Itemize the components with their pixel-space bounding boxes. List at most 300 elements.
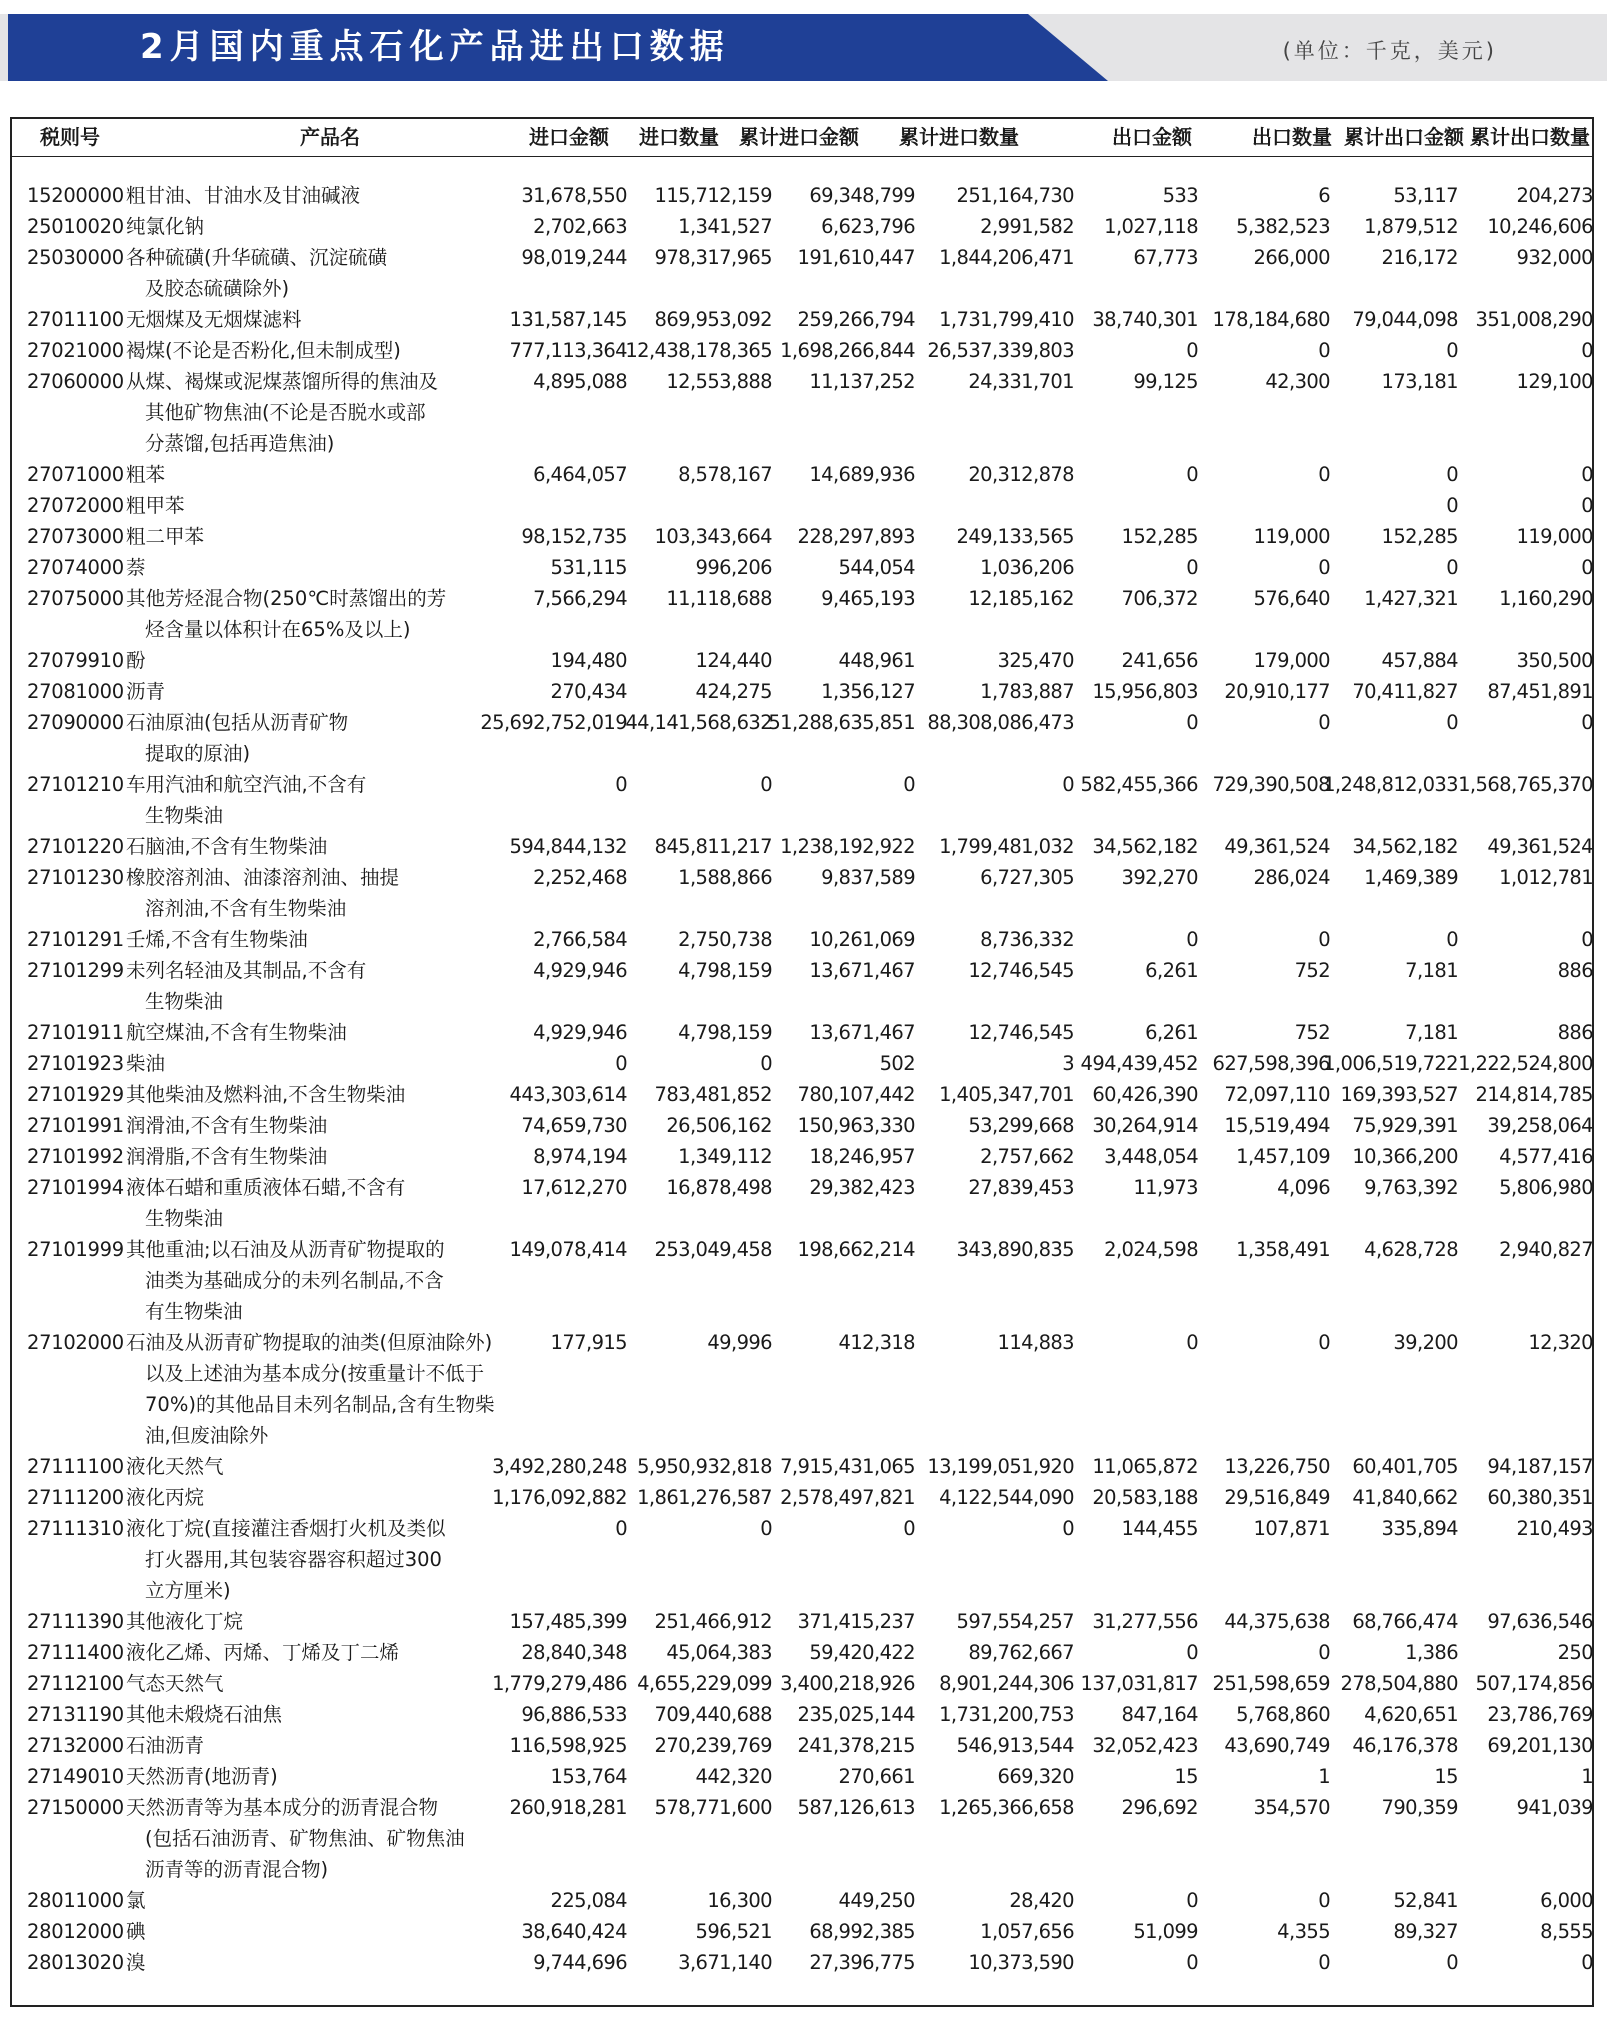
export-qty: 627,598,396 — [1212, 1052, 1330, 1075]
export-value: 0 — [1186, 1331, 1198, 1354]
product-name — [126, 180, 506, 211]
product-name-line: 壬烯,不含有生物柴油 — [126, 928, 308, 951]
table-row — [10, 1513, 1594, 1606]
tariff-code: 27101230 — [27, 866, 124, 889]
product-name — [126, 1327, 506, 1451]
header-divider — [10, 156, 1594, 157]
import-qty: 596,521 — [695, 1920, 772, 1943]
cum-import-value: 13,671,467 — [809, 959, 915, 982]
tariff-code: 27011100 — [27, 308, 124, 331]
table-body — [10, 180, 1594, 1978]
tariff-code: 27111310 — [27, 1517, 124, 1540]
cum-import-value: 2,578,497,821 — [780, 1486, 915, 1509]
product-name-line: 润滑油,不含有生物柴油 — [126, 1114, 328, 1137]
tariff-code: 28011000 — [27, 1889, 124, 1912]
table-row — [10, 676, 1594, 707]
cum-export-qty: 0 — [1581, 463, 1593, 486]
export-value: 11,065,872 — [1092, 1455, 1198, 1478]
product-name — [126, 1172, 506, 1234]
cum-import-value: 228,297,893 — [797, 525, 915, 548]
product-name-line: 生物柴油 — [145, 804, 224, 827]
import-qty: 0 — [760, 1052, 772, 1075]
export-qty: 107,871 — [1253, 1517, 1330, 1540]
cum-export-value: 75,929,391 — [1352, 1114, 1458, 1137]
cum-export-value: 0 — [1446, 463, 1458, 486]
tariff-code: 25010020 — [27, 215, 124, 238]
cum-import-value: 191,610,447 — [797, 246, 915, 269]
import-value: 31,678,550 — [521, 184, 627, 207]
cum-import-qty: 13,199,051,920 — [927, 1455, 1074, 1478]
cum-import-qty: 114,883 — [997, 1331, 1074, 1354]
import-value: 443,303,614 — [509, 1083, 627, 1106]
export-value: 296,692 — [1121, 1796, 1198, 1819]
table-row — [10, 1916, 1594, 1947]
import-qty: 709,440,688 — [654, 1703, 772, 1726]
export-value: 32,052,423 — [1092, 1734, 1198, 1757]
import-qty: 26,506,162 — [666, 1114, 772, 1137]
export-qty: 0 — [1318, 463, 1330, 486]
import-qty: 869,953,092 — [654, 308, 772, 331]
import-qty: 103,343,664 — [654, 525, 772, 548]
cum-export-qty: 0 — [1581, 556, 1593, 579]
cum-import-value: 9,465,193 — [821, 587, 915, 610]
export-qty: 5,382,523 — [1236, 215, 1330, 238]
cum-import-value: 241,378,215 — [797, 1734, 915, 1757]
import-qty: 12,438,178,365 — [625, 339, 772, 362]
cum-import-value: 235,025,144 — [797, 1703, 915, 1726]
cum-export-value: 1,248,812,033 — [1323, 773, 1458, 796]
table-row — [10, 1792, 1594, 1885]
cum-export-qty: 210,493 — [1516, 1517, 1593, 1540]
import-qty: 1,341,527 — [678, 215, 772, 238]
tariff-code: 27101994 — [27, 1176, 124, 1199]
product-name-line: 生物柴油 — [145, 1207, 224, 1230]
import-qty: 253,049,458 — [654, 1238, 772, 1261]
col-header-cum-import-value: 累计进口金额 — [739, 125, 859, 149]
export-qty: 5,768,860 — [1236, 1703, 1330, 1726]
export-qty: 178,184,680 — [1212, 308, 1330, 331]
product-name — [126, 1947, 506, 1978]
product-name-line: 从煤、褐煤或泥煤蒸馏所得的焦油及 — [126, 370, 439, 393]
cum-export-value: 9,763,392 — [1364, 1176, 1458, 1199]
product-name-line: 石油沥青 — [126, 1734, 205, 1757]
tariff-code: 27072000 — [27, 494, 124, 517]
cum-export-value: 0 — [1446, 1951, 1458, 1974]
import-qty: 845,811,217 — [654, 835, 772, 858]
product-name — [126, 645, 506, 676]
cum-export-qty: 350,500 — [1516, 649, 1593, 672]
import-qty: 251,466,912 — [654, 1610, 772, 1633]
import-value: 7,566,294 — [533, 587, 627, 610]
cum-import-value: 0 — [903, 1517, 915, 1540]
export-value: 38,740,301 — [1092, 308, 1198, 331]
table-row — [10, 1017, 1594, 1048]
product-name-line: 及胶态硫磺除外) — [145, 277, 290, 300]
export-value: 582,455,366 — [1080, 773, 1198, 796]
product-name-line: 立方厘米) — [145, 1579, 231, 1602]
cum-import-value: 198,662,214 — [797, 1238, 915, 1261]
export-value: 6,261 — [1145, 1021, 1198, 1044]
export-value: 1,027,118 — [1104, 215, 1198, 238]
product-name-line: 各种硫磺(升华硫磺、沉淀硫磺 — [126, 246, 388, 269]
import-qty: 44,141,568,632 — [625, 711, 772, 734]
product-name — [126, 1482, 506, 1513]
cum-export-value: 4,628,728 — [1364, 1238, 1458, 1261]
table-row — [10, 707, 1594, 769]
cum-export-value: 46,176,378 — [1352, 1734, 1458, 1757]
table-row — [10, 862, 1594, 924]
product-name-line: 粗苯 — [126, 463, 166, 486]
import-value: 96,886,533 — [521, 1703, 627, 1726]
cum-import-qty: 8,901,244,306 — [939, 1672, 1074, 1695]
cum-import-qty: 10,373,590 — [968, 1951, 1074, 1974]
product-name — [126, 707, 506, 769]
export-qty: 179,000 — [1253, 649, 1330, 672]
product-name — [126, 1792, 506, 1885]
cum-export-qty: 23,786,769 — [1487, 1703, 1593, 1726]
table-row — [10, 1699, 1594, 1730]
cum-export-value: 70,411,827 — [1352, 680, 1458, 703]
cum-import-qty: 4,122,544,090 — [939, 1486, 1074, 1509]
product-name-line: 石油及从沥青矿物提取的油类(但原油除外) — [126, 1331, 493, 1354]
tariff-code: 27101220 — [27, 835, 124, 858]
tariff-code: 27112100 — [27, 1672, 124, 1695]
table-row — [10, 335, 1594, 366]
cum-export-value: 152,285 — [1381, 525, 1458, 548]
table-row — [10, 521, 1594, 552]
col-header-export-qty: 出口数量 — [1252, 125, 1332, 149]
cum-import-value: 412,318 — [838, 1331, 915, 1354]
tariff-code: 27101291 — [27, 928, 124, 951]
import-value: 74,659,730 — [521, 1114, 627, 1137]
cum-export-value: 173,181 — [1381, 370, 1458, 393]
cum-import-value: 780,107,442 — [797, 1083, 915, 1106]
product-name-line: 橡胶溶剂油、油漆溶剂油、抽提 — [126, 866, 400, 889]
cum-export-value: 34,562,182 — [1352, 835, 1458, 858]
export-qty: 354,570 — [1253, 1796, 1330, 1819]
product-name-line: 氯 — [126, 1889, 146, 1912]
export-qty: 729,390,508 — [1212, 773, 1330, 796]
tariff-code: 27101911 — [27, 1021, 124, 1044]
cum-export-value: 39,200 — [1393, 1331, 1458, 1354]
cum-export-value: 41,840,662 — [1352, 1486, 1458, 1509]
tariff-code: 27074000 — [27, 556, 124, 579]
cum-import-qty: 1,731,200,753 — [939, 1703, 1074, 1726]
import-value: 270,434 — [550, 680, 627, 703]
tariff-code: 27079910 — [27, 649, 124, 672]
import-qty: 12,553,888 — [666, 370, 772, 393]
import-value: 531,115 — [550, 556, 627, 579]
cum-import-qty: 8,736,332 — [980, 928, 1074, 951]
product-name — [126, 1668, 506, 1699]
cum-export-value: 1,386 — [1405, 1641, 1458, 1664]
export-value: 392,270 — [1121, 866, 1198, 889]
export-value: 847,164 — [1121, 1703, 1198, 1726]
tariff-code: 27101299 — [27, 959, 124, 982]
tariff-code: 15200000 — [27, 184, 124, 207]
cum-export-qty: 0 — [1581, 711, 1593, 734]
export-value: 3,448,054 — [1104, 1145, 1198, 1168]
cum-import-value: 29,382,423 — [809, 1176, 915, 1199]
cum-import-qty: 1,405,347,701 — [939, 1083, 1074, 1106]
product-name-line: 粗二甲苯 — [126, 525, 205, 548]
cum-import-value: 0 — [903, 773, 915, 796]
cum-import-qty: 343,890,835 — [956, 1238, 1074, 1261]
import-value: 116,598,925 — [509, 1734, 627, 1757]
table-row — [10, 1885, 1594, 1916]
tariff-code: 27101923 — [27, 1052, 124, 1075]
export-value: 152,285 — [1121, 525, 1198, 548]
import-qty: 783,481,852 — [654, 1083, 772, 1106]
export-qty: 43,690,749 — [1224, 1734, 1330, 1757]
import-value: 2,252,468 — [533, 866, 627, 889]
product-name-line: 生物柴油 — [145, 990, 224, 1013]
export-value: 15 — [1174, 1765, 1198, 1788]
product-name-line: 液化丁烷(直接灌注香烟打火机及类似 — [126, 1517, 446, 1540]
product-name — [126, 459, 506, 490]
import-value: 777,113,364 — [509, 339, 627, 362]
cum-export-qty: 10,246,606 — [1487, 215, 1593, 238]
cum-import-qty: 1,265,366,658 — [939, 1796, 1074, 1819]
import-qty: 978,317,965 — [654, 246, 772, 269]
cum-export-qty: 0 — [1581, 494, 1593, 517]
cum-export-qty: 49,361,524 — [1487, 835, 1593, 858]
cum-export-qty: 97,636,546 — [1487, 1610, 1593, 1633]
cum-import-qty: 249,133,565 — [956, 525, 1074, 548]
tariff-code: 27075000 — [27, 587, 124, 610]
import-value: 0 — [615, 773, 627, 796]
cum-export-qty: 0 — [1581, 1951, 1593, 1974]
cum-export-qty: 60,380,351 — [1487, 1486, 1593, 1509]
tariff-code: 27132000 — [27, 1734, 124, 1757]
product-name-line: 分蒸馏,包括再造焦油) — [145, 432, 335, 455]
product-name-line: 液化乙烯、丙烯、丁烯及丁二烯 — [126, 1641, 400, 1664]
table-row — [10, 490, 1594, 521]
product-name — [126, 1761, 506, 1792]
export-qty: 1,457,109 — [1236, 1145, 1330, 1168]
export-value: 0 — [1186, 711, 1198, 734]
cum-export-qty: 87,451,891 — [1487, 680, 1593, 703]
cum-import-value: 7,915,431,065 — [780, 1455, 915, 1478]
import-value: 98,019,244 — [521, 246, 627, 269]
import-qty: 8,578,167 — [678, 463, 772, 486]
cum-import-value: 449,250 — [838, 1889, 915, 1912]
cum-import-qty: 546,913,544 — [956, 1734, 1074, 1757]
export-value: 137,031,817 — [1080, 1672, 1198, 1695]
import-value: 8,974,194 — [533, 1145, 627, 1168]
product-name-line: 溶剂油,不含有生物柴油 — [145, 897, 347, 920]
export-qty: 0 — [1318, 556, 1330, 579]
export-qty: 752 — [1294, 1021, 1330, 1044]
export-value: 2,024,598 — [1104, 1238, 1198, 1261]
import-value: 4,929,946 — [533, 959, 627, 982]
import-qty: 115,712,159 — [654, 184, 772, 207]
import-qty: 424,275 — [695, 680, 772, 703]
cum-export-value: 15 — [1434, 1765, 1458, 1788]
import-qty: 270,239,769 — [654, 1734, 772, 1757]
table-row — [10, 242, 1594, 304]
import-qty: 1,349,112 — [678, 1145, 772, 1168]
cum-export-qty: 4,577,416 — [1499, 1145, 1593, 1168]
import-value: 1,176,092,882 — [492, 1486, 627, 1509]
export-qty: 752 — [1294, 959, 1330, 982]
export-value: 67,773 — [1133, 246, 1198, 269]
cum-export-value: 68,766,474 — [1352, 1610, 1458, 1633]
product-name-line: 气态天然气 — [126, 1672, 224, 1695]
import-qty: 11,118,688 — [666, 587, 772, 610]
cum-export-value: 1,879,512 — [1364, 215, 1458, 238]
table-row — [10, 924, 1594, 955]
product-name-line: 酚 — [126, 649, 146, 672]
cum-import-value: 270,661 — [838, 1765, 915, 1788]
cum-import-value: 259,266,794 — [797, 308, 915, 331]
import-value: 153,764 — [550, 1765, 627, 1788]
export-value: 241,656 — [1121, 649, 1198, 672]
product-name-line: 打火器用,其包装容器容积超过300 — [145, 1548, 442, 1571]
table-row — [10, 552, 1594, 583]
product-name — [126, 1048, 506, 1079]
cum-import-value: 27,396,775 — [809, 1951, 915, 1974]
product-name-line: 以及上述油为基本成分(按重量计不低于 — [145, 1362, 485, 1385]
import-value: 25,692,752,019 — [480, 711, 627, 734]
export-qty: 119,000 — [1253, 525, 1330, 548]
product-name-line: 车用汽油和航空汽油,不含有 — [126, 773, 367, 796]
import-qty: 996,206 — [695, 556, 772, 579]
export-qty: 49,361,524 — [1224, 835, 1330, 858]
export-qty: 4,355 — [1277, 1920, 1330, 1943]
tariff-code: 27060000 — [27, 370, 124, 393]
import-qty: 442,320 — [695, 1765, 772, 1788]
export-value: 0 — [1186, 556, 1198, 579]
import-value: 2,766,584 — [533, 928, 627, 951]
cum-import-qty: 88,308,086,473 — [927, 711, 1074, 734]
product-name-line: 油类为基础成分的未列名制品,不含 — [145, 1269, 444, 1292]
export-qty: 42,300 — [1265, 370, 1330, 393]
cum-export-value: 7,181 — [1405, 1021, 1458, 1044]
import-value: 0 — [615, 1052, 627, 1075]
cum-export-qty: 69,201,130 — [1487, 1734, 1593, 1757]
table-row — [10, 1234, 1594, 1327]
cum-export-qty: 119,000 — [1516, 525, 1593, 548]
product-name-line: 烃含量以体积计在65%及以上) — [145, 618, 411, 641]
cum-import-value: 11,137,252 — [809, 370, 915, 393]
import-value: 260,918,281 — [509, 1796, 627, 1819]
import-qty: 1,588,866 — [678, 866, 772, 889]
export-qty: 0 — [1318, 711, 1330, 734]
cum-import-qty: 2,757,662 — [980, 1145, 1074, 1168]
tariff-code: 27101992 — [27, 1145, 124, 1168]
cum-export-value: 1,427,321 — [1364, 587, 1458, 610]
product-name — [126, 1451, 506, 1482]
cum-import-value: 68,992,385 — [809, 1920, 915, 1943]
tariff-code: 28012000 — [27, 1920, 124, 1943]
export-qty: 1,358,491 — [1236, 1238, 1330, 1261]
col-header-cum-export-qty: 累计出口数量 — [1470, 125, 1590, 149]
cum-import-qty: 26,537,339,803 — [927, 339, 1074, 362]
cum-export-value: 0 — [1446, 494, 1458, 517]
cum-import-qty: 1,844,206,471 — [939, 246, 1074, 269]
cum-export-qty: 932,000 — [1516, 246, 1593, 269]
table-row — [10, 1606, 1594, 1637]
cum-export-value: 790,359 — [1381, 1796, 1458, 1819]
col-header-import-value: 进口金额 — [529, 125, 609, 149]
cum-import-value: 10,261,069 — [809, 928, 915, 951]
cum-export-value: 457,884 — [1381, 649, 1458, 672]
tariff-code: 25030000 — [27, 246, 124, 269]
import-qty: 16,300 — [707, 1889, 772, 1912]
export-qty: 6 — [1318, 184, 1330, 207]
export-value: 6,261 — [1145, 959, 1198, 982]
table-row — [10, 955, 1594, 1017]
product-name-line: 粗甲苯 — [126, 494, 185, 517]
product-name-line: 石脑油,不含有生物柴油 — [126, 835, 328, 858]
product-name — [126, 366, 506, 459]
export-value: 494,439,452 — [1080, 1052, 1198, 1075]
tariff-code: 27101929 — [27, 1083, 124, 1106]
product-name-line: 碘 — [126, 1920, 146, 1943]
product-name — [126, 769, 506, 831]
product-name — [126, 1885, 506, 1916]
import-qty: 4,655,229,099 — [637, 1672, 772, 1695]
product-name — [126, 1699, 506, 1730]
product-name-line: (包括石油沥青、矿物焦油、矿物焦油 — [145, 1827, 465, 1850]
cum-import-qty: 325,470 — [997, 649, 1074, 672]
product-name-line: 其他液化丁烷 — [126, 1610, 244, 1633]
cum-export-value: 0 — [1446, 711, 1458, 734]
cum-import-value: 1,356,127 — [821, 680, 915, 703]
import-qty: 3,671,140 — [678, 1951, 772, 1974]
import-qty: 45,064,383 — [666, 1641, 772, 1664]
cum-export-value: 0 — [1446, 339, 1458, 362]
export-value: 0 — [1186, 1951, 1198, 1974]
cum-export-qty: 214,814,785 — [1475, 1083, 1593, 1106]
cum-export-qty: 1,568,765,370 — [1458, 773, 1593, 796]
export-qty: 1 — [1318, 1765, 1330, 1788]
cum-export-value: 7,181 — [1405, 959, 1458, 982]
cum-import-qty: 1,783,887 — [980, 680, 1074, 703]
export-qty: 0 — [1318, 339, 1330, 362]
export-qty: 0 — [1318, 928, 1330, 951]
table-row — [10, 459, 1594, 490]
product-name-line: 褐煤(不论是否粉化,但未制成型) — [126, 339, 401, 362]
cum-export-value: 216,172 — [1381, 246, 1458, 269]
product-name — [126, 1110, 506, 1141]
table-row — [10, 769, 1594, 831]
import-value: 1,779,279,486 — [492, 1672, 627, 1695]
cum-export-qty: 1,222,524,800 — [1458, 1052, 1593, 1075]
import-value: 3,492,280,248 — [492, 1455, 627, 1478]
product-name-line: 航空煤油,不含有生物柴油 — [126, 1021, 347, 1044]
product-name-line: 其他芳烃混合物(250℃时蒸馏出的芳 — [126, 587, 447, 610]
cum-export-value: 53,117 — [1393, 184, 1458, 207]
table-row — [10, 180, 1594, 211]
cum-import-value: 9,837,589 — [821, 866, 915, 889]
cum-export-qty: 886 — [1557, 959, 1593, 982]
table-row — [10, 211, 1594, 242]
product-name-line: 天然沥青等为基本成分的沥青混合物 — [126, 1796, 439, 1819]
product-name-line: 溴 — [126, 1951, 146, 1974]
table-row — [10, 1048, 1594, 1079]
table-header — [10, 119, 1594, 156]
product-name — [126, 490, 506, 521]
product-name-line: 无烟煤及无烟煤滤料 — [126, 308, 302, 331]
cum-import-qty: 89,762,667 — [968, 1641, 1074, 1664]
table-row — [10, 1327, 1594, 1451]
cum-export-qty: 94,187,157 — [1487, 1455, 1593, 1478]
cum-import-value: 371,415,237 — [797, 1610, 915, 1633]
export-value: 15,956,803 — [1092, 680, 1198, 703]
cum-import-qty: 1,799,481,032 — [939, 835, 1074, 858]
